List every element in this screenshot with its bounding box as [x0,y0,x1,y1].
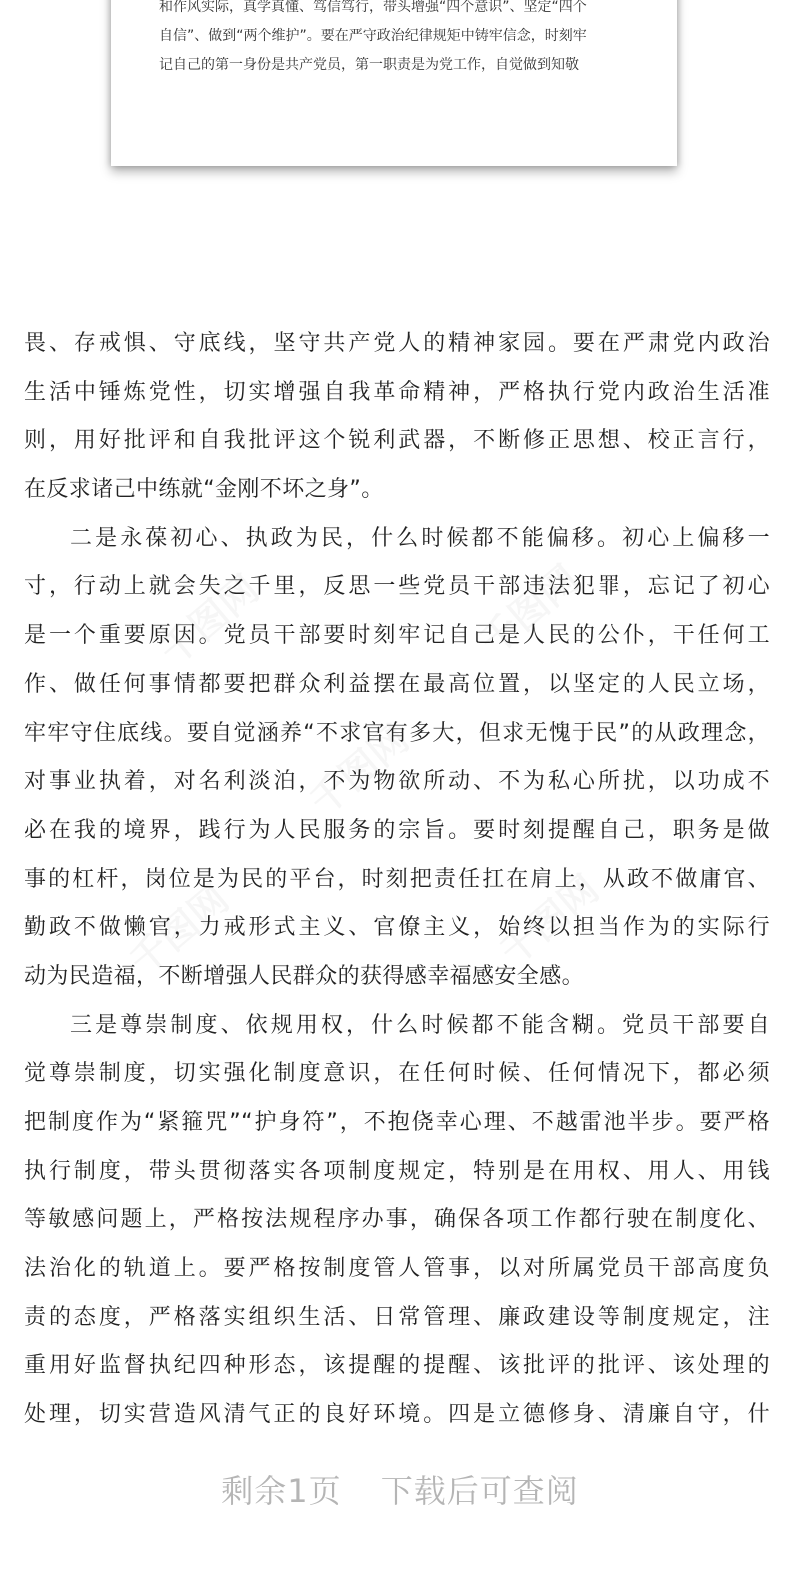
body-line: 法治化的轨道上。要严格按制度管人管事，以对所属党员干部高度负 [24,1256,770,1282]
download-prompt[interactable] [0,1466,800,1512]
preview-line: 自信”、做到“两个维护”。要在严守政治纪律规矩中铸牢信念，时刻牢 [159,28,587,44]
body-line: 责的态度，严格落实组织生活、日常管理、廉政建设等制度规定，注 [24,1304,770,1330]
body-line: 畏、存戒惧、守底线，坚守共产党人的精神家园。要在严肃党内政治 [24,331,770,356]
body-line: 作、做任何事情都要把群众利益摆在最高位置，以坚定的人民立场， [24,671,770,697]
remaining-pages-label: 剩余1页 [221,1472,342,1510]
body-line: 是一个重要原因。党员干部要时刻牢记自己是人民的公仆，干任何工 [24,623,770,649]
body-line: 二是永葆初心、执政为民，什么时候都不能偏移。初心上偏移一 [70,525,770,551]
body-line: 对事业执着，对名利淡泊，不为物欲所动、不为私心所扰，以功成不 [24,769,770,795]
body-line: 执行制度，带头贯彻落实各项制度规定，特别是在用权、用人、用钱 [24,1158,770,1184]
preview-line: 和作风实际，真学真懂、笃信笃行，带头增强“四个意识”、坚定“四个 [159,0,587,15]
body-line: 在反求诸己中练就“金刚不坏之身”。 [24,477,384,503]
body-line: 牢牢守住底线。要自觉涵养“不求官有多大，但求无愧于民”的从政理念， [24,720,770,746]
body-line: 处理，切实营造风清气正的良好环境。四是立德修身、清廉自守，什 [24,1402,770,1428]
body-line: 三是尊崇制度、依规用权，什么时候都不能含糊。党员干部要自 [70,1012,770,1038]
body-line: 动为民造福，不断增强人民群众的获得感幸福感安全感。 [24,963,585,989]
body-line: 必在我的境界，践行为人民服务的宗旨。要时刻提醒自己，职务是做 [24,817,770,843]
preview-text [159,0,637,80]
body-line: 把制度作为“紧箍咒”“护身符”，不抱侥幸心理、不越雷池半步。要严格 [24,1110,770,1135]
document-body [24,320,770,1440]
body-line: 生活中锤炼党性，切实增强自我革命精神，严格执行党内政治生活准 [24,379,770,405]
body-line: 重用好监督执纪四种形态，该提醒的提醒、该批评的批评、该处理的 [24,1353,770,1379]
body-line: 事的杠杆，岗位是为民的平台，时刻把责任扛在肩上，从政不做庸官、 [24,866,770,892]
download-to-view-label: 下载后可查阅 [380,1472,579,1510]
body-line: 觉尊崇制度，切实强化制度意识，在任何时候、任何情况下，都必须 [24,1061,770,1087]
page-preview-card [111,0,677,166]
body-line: 则，用好批评和自我批评这个锐利武器，不断修正思想、校正言行， [24,428,770,454]
body-line: 勤政不做懒官，力戒形式主义、官僚主义，始终以担当作为的实际行 [24,915,770,941]
body-line: 寸，行动上就会失之千里，反思一些党员干部违法犯罪，忘记了初心 [24,574,770,600]
preview-line: 记自己的第一身份是共产党员，第一职责是为党工作，自觉做到知敬 [159,57,579,73]
body-line: 等敏感问题上，严格按法规程序办事，确保各项工作都行驶在制度化、 [24,1207,770,1233]
